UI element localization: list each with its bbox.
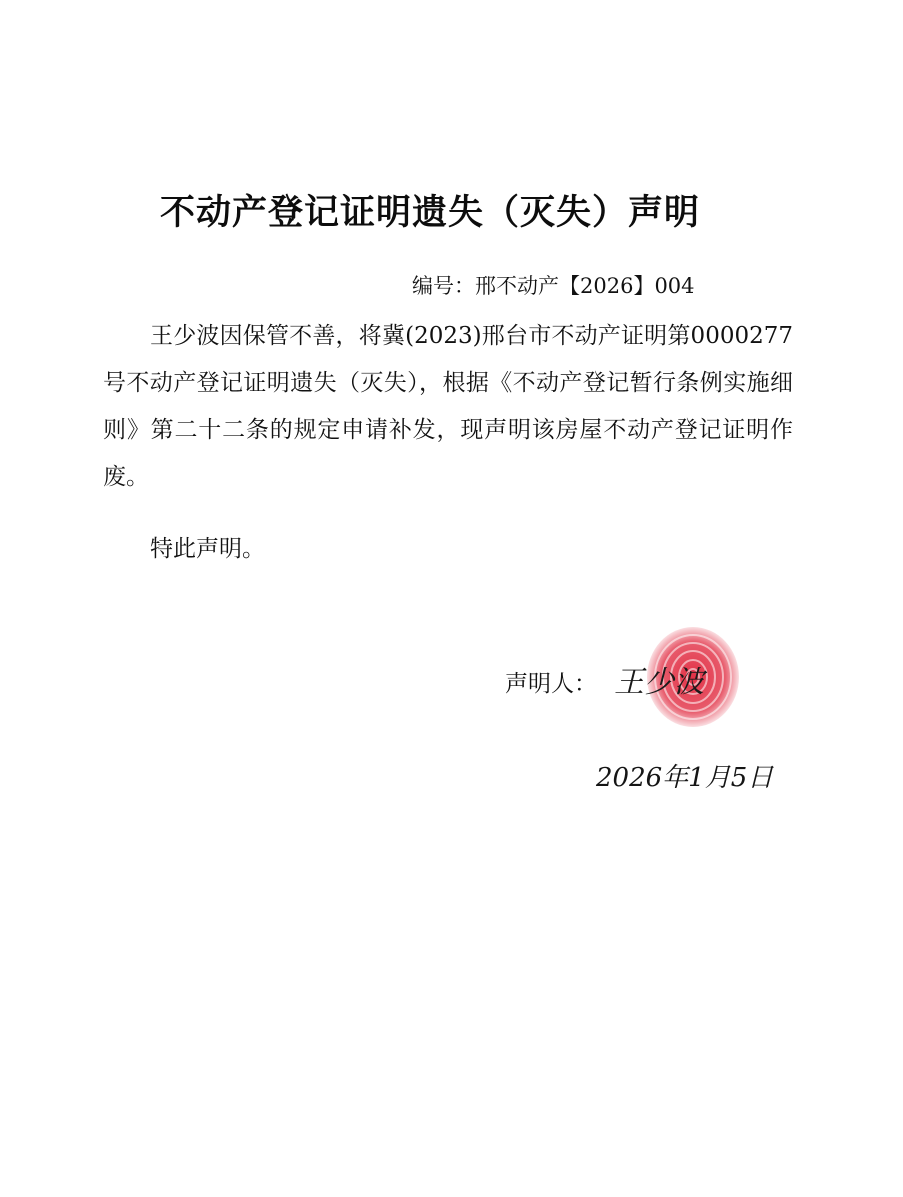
document-number: 编号：邢不动产【2026】004 (412, 274, 695, 298)
closing-statement: 特此声明。 (150, 536, 265, 562)
declaration-body: 王少波因保管不善，将冀(2023)邢台市不动产证明第0000277号不动产登记证明遗失（灭失），根据《不动产登记暂行条例实施细则》第二十二条的规定申请补发，现声明该房屋不动产登记证明作废。 (103, 323, 793, 490)
signature-text: 王少波 (614, 665, 704, 700)
declarant-label: 声明人： (505, 671, 597, 697)
document-title: 不动产登记证明遗失（灭失）声明 (160, 193, 701, 233)
handwritten-date (592, 752, 792, 802)
handwritten-signature (610, 650, 740, 710)
date-text: 2026年1月5日 (596, 763, 774, 793)
